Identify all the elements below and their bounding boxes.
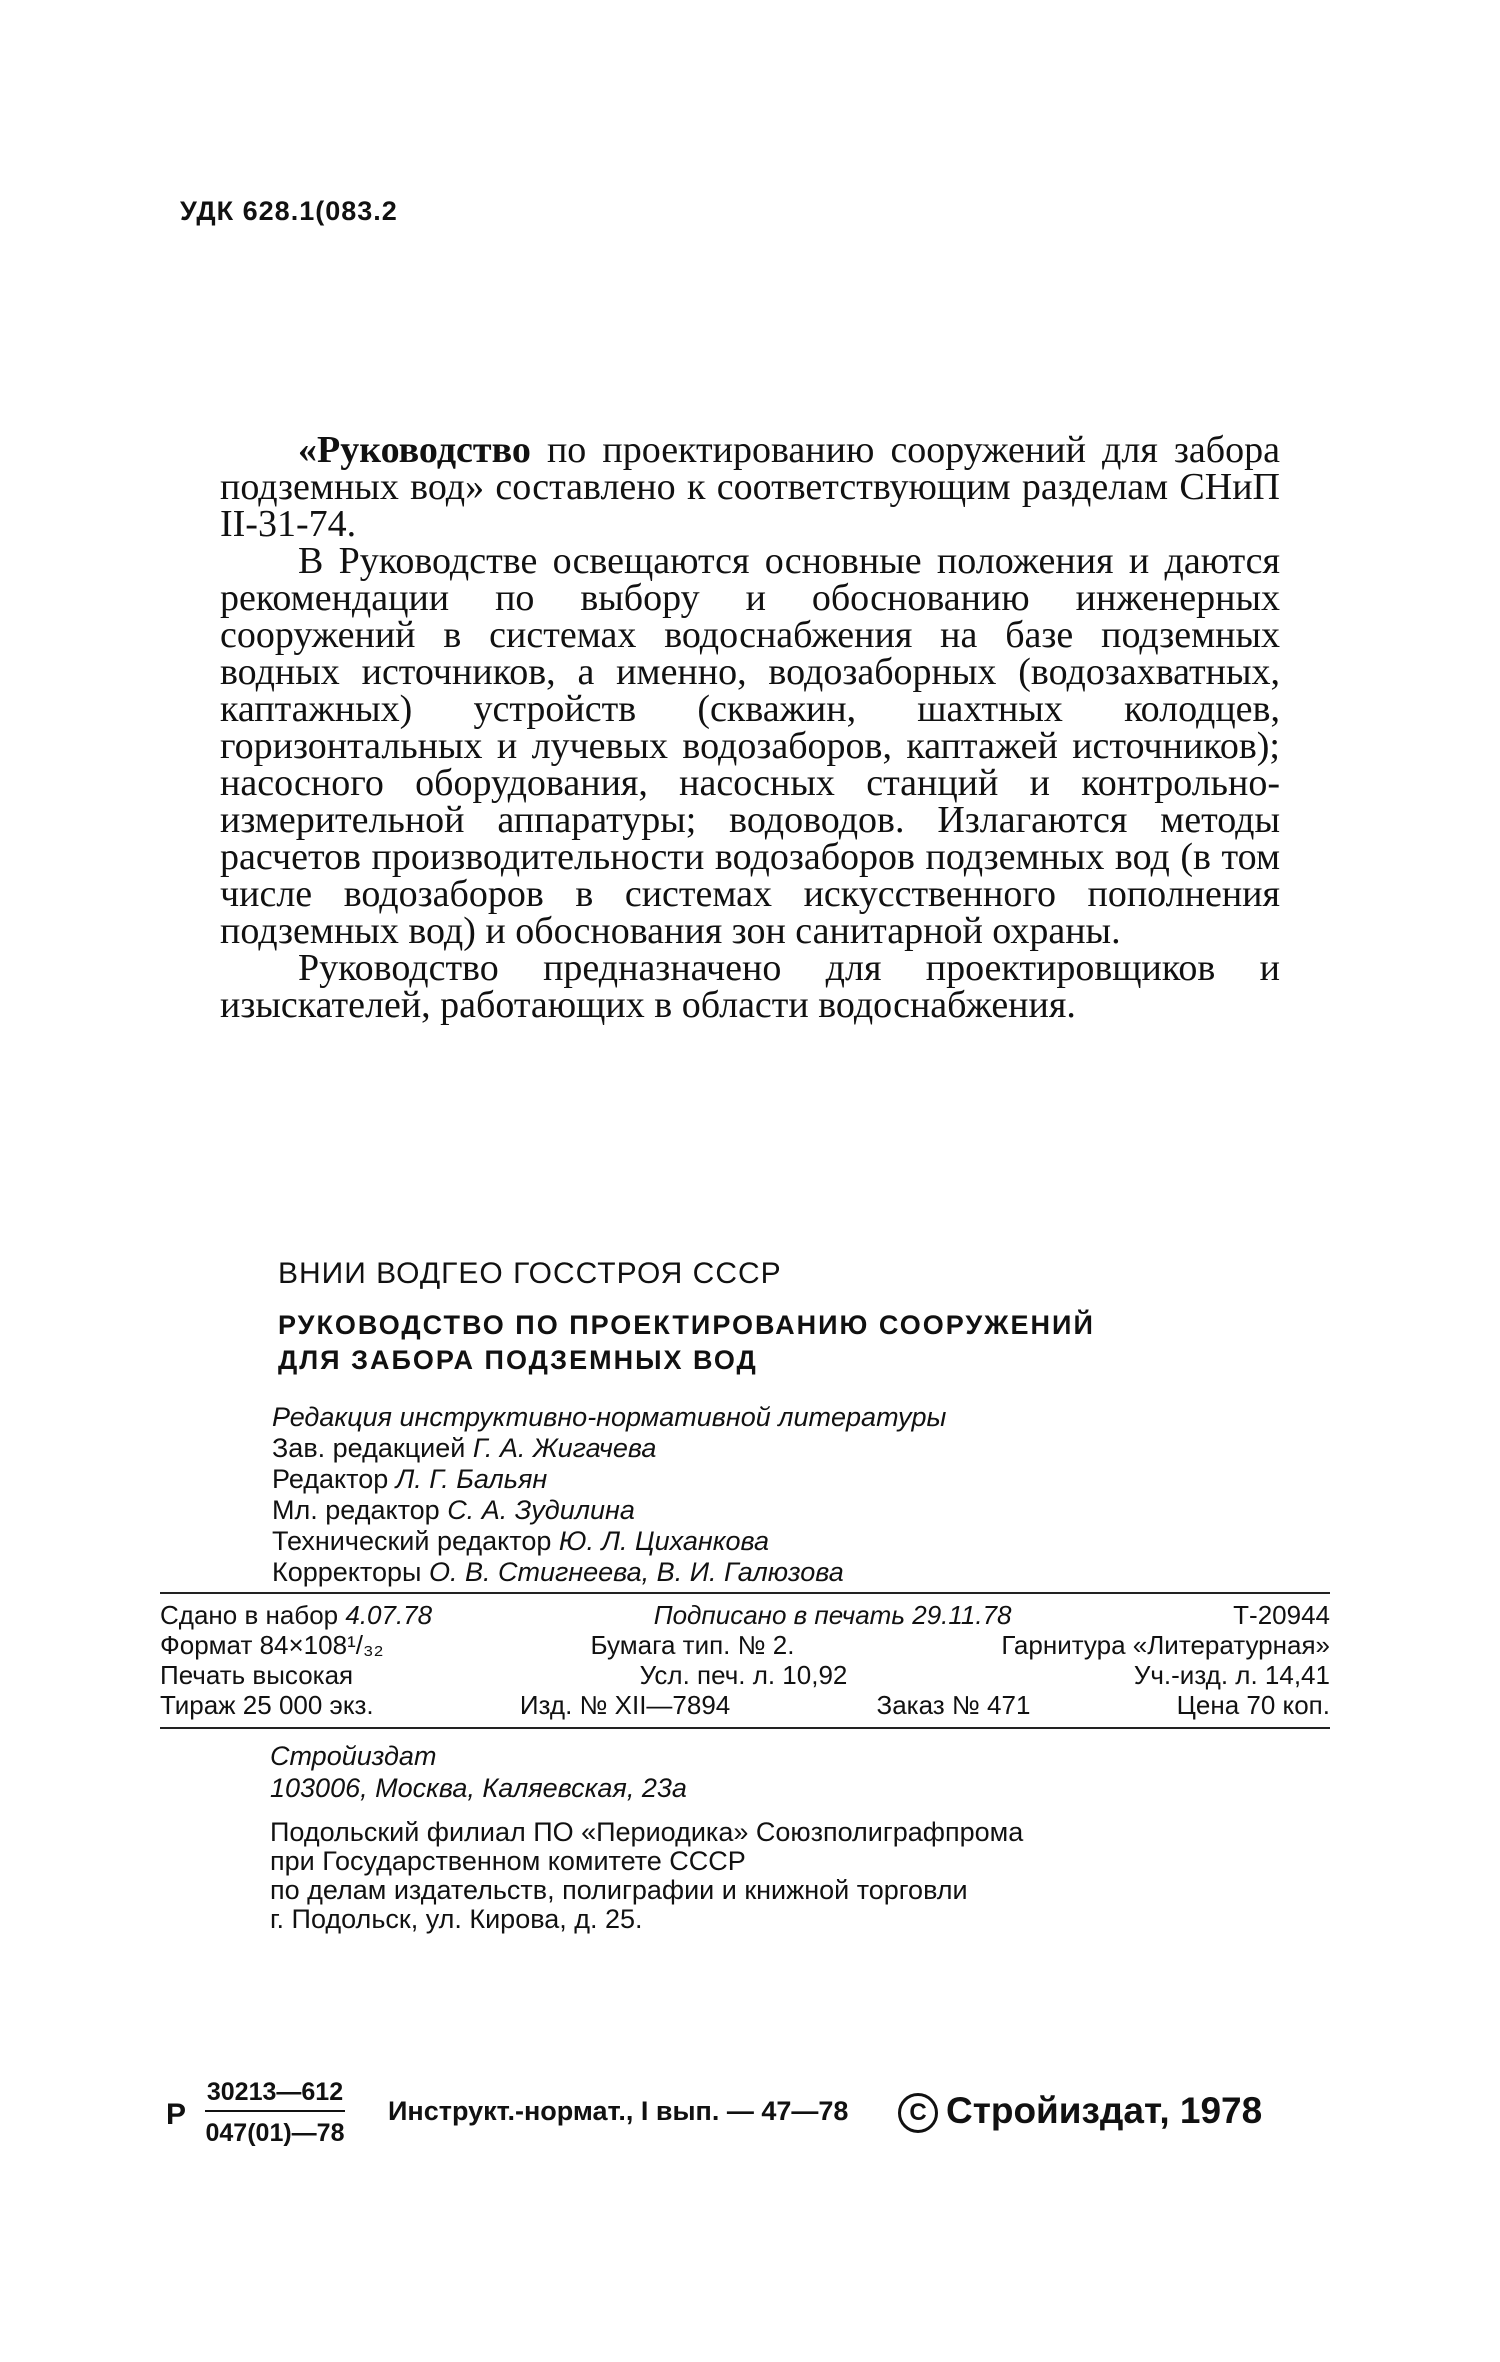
abstract-paragraph-2: В Руководстве освещаются основные положения и даются рекомендации по выбору и обоснованию инженерных сооружений в системах водоснабжения на базе подземных водных источников, а именно, водозаборных (водозахватных, каптажных) устройств (скважин, шахтных колодцев, горизонтальных и лучевых водозаборов, каптажей источников); насосного оборудования, насосных станций и контрольно-измерительной аппаратуры; водоводов. Излагаются методы расчетов производительности водозаборов подземных вод (в том числе водозаборов в системах искусственного пополнения подземных вод) и обоснования зон санитарной охраны. — [220, 540, 1280, 952]
publication-number: Изд. № XII—7894 — [519, 1690, 731, 1720]
printer — [270, 1818, 1023, 1934]
order-number: Заказ № 471 — [876, 1690, 1031, 1720]
head-name: Г. А. Жигачева — [472, 1433, 657, 1463]
catalog-line — [160, 2078, 1310, 2158]
imprint-block — [160, 1600, 1330, 1720]
udk-code: УДК 628.1(083.2 — [180, 196, 398, 226]
edit-sheets: Уч.-изд. л. 14,41 — [1133, 1660, 1330, 1690]
paper: Бумага тип. № 2. — [590, 1630, 795, 1660]
editor-name: Л. Г. Бальян — [395, 1464, 548, 1494]
credits — [272, 1402, 1272, 1588]
catalog-denominator: 047(01)—78 — [205, 2119, 345, 2147]
catalog-numerator: 30213—612 — [205, 2078, 345, 2112]
copyright — [898, 2090, 1262, 2133]
printing: Печать высокая — [160, 1660, 354, 1690]
publisher-name: Стройиздат — [270, 1741, 437, 1771]
junior-editor-label: Мл. редактор — [272, 1495, 440, 1525]
signed-label: Подписано в печать — [653, 1600, 905, 1630]
editorial-office: Редакция инструктивно-нормативной литературы — [272, 1402, 947, 1432]
typeface: Гарнитура «Литературная» — [1001, 1630, 1330, 1660]
abstract — [220, 429, 1280, 1026]
printer-line-2: при Государственном комитете СССР — [270, 1846, 746, 1876]
catalog-letter: Р — [166, 2098, 187, 2131]
printer-line-3: по делам издательств, полиграфии и книжной торговли — [270, 1875, 968, 1905]
proofreaders-label: Корректоры — [272, 1557, 422, 1587]
signed-date: 29.11.78 — [912, 1600, 1012, 1630]
catalog-series: Инструкт.-нормат., I вып. — 47—78 — [388, 2096, 849, 2126]
organization: ВНИИ ВОДГЕО ГОССТРОЯ СССР — [278, 1257, 782, 1290]
abstract-paragraph-1 — [220, 429, 1280, 545]
publisher-address: 103006, Москва, Каляевская, 23а — [270, 1773, 687, 1803]
imprint-row-2 — [160, 1630, 1330, 1660]
junior-editor-name: С. А. Зудилина — [447, 1495, 635, 1525]
abstract-paragraph-1-text: по проектированию сооружений для забора подземных вод» составлено к соответствующим разделам СНиП II-31-74. — [220, 429, 1280, 545]
imprint-row-3 — [160, 1660, 1330, 1690]
editor-label: Редактор — [272, 1464, 389, 1494]
printer-line-1: Подольский филиал ПО «Периодика» Союзполиграфпрома — [270, 1817, 1024, 1847]
imprint-row-1 — [160, 1600, 1330, 1630]
copyright-text: Стройиздат, 1978 — [946, 2090, 1263, 2131]
head-label: Зав. редакцией — [272, 1433, 466, 1463]
printer-line-4: г. Подольск, ул. Кирова, д. 25. — [270, 1904, 643, 1934]
printed-sheets: Усл. печ. л. 10,92 — [639, 1660, 848, 1690]
abstract-lead: «Руководство — [298, 429, 531, 471]
price: Цена 70 коп. — [1176, 1690, 1330, 1720]
publisher — [270, 1740, 687, 1804]
catalog-fraction — [205, 2078, 345, 2148]
book-title — [278, 1308, 1238, 1378]
imprint-row-4 — [160, 1690, 1330, 1720]
submitted-label: Сдано в набор — [160, 1600, 339, 1630]
imprint-top-rule — [160, 1592, 1330, 1594]
imprint-bottom-rule — [160, 1727, 1330, 1729]
print-code: Т-20944 — [1233, 1600, 1330, 1630]
tech-editor-name: Ю. Л. Циханкова — [558, 1526, 770, 1556]
tech-editor-label: Технический редактор — [272, 1526, 552, 1556]
copyright-icon: C — [898, 2093, 938, 2133]
proofreaders-names: О. В. Стигнеева, В. И. Галюзова — [428, 1557, 844, 1587]
book-title-line-2: ДЛЯ ЗАБОРА ПОДЗЕМНЫХ ВОД — [278, 1345, 758, 1375]
abstract-paragraph-3: Руководство предназначено для проектировщиков и изыскателей, работающих в области водоснабжения. — [220, 947, 1280, 1026]
submitted-date: 4.07.78 — [345, 1600, 433, 1630]
book-title-line-1: РУКОВОДСТВО ПО ПРОЕКТИРОВАНИЮ СООРУЖЕНИЙ — [278, 1310, 1095, 1340]
circulation: Тираж 25 000 экз. — [160, 1690, 374, 1720]
format: Формат 84×108¹/₃₂ — [160, 1630, 384, 1660]
